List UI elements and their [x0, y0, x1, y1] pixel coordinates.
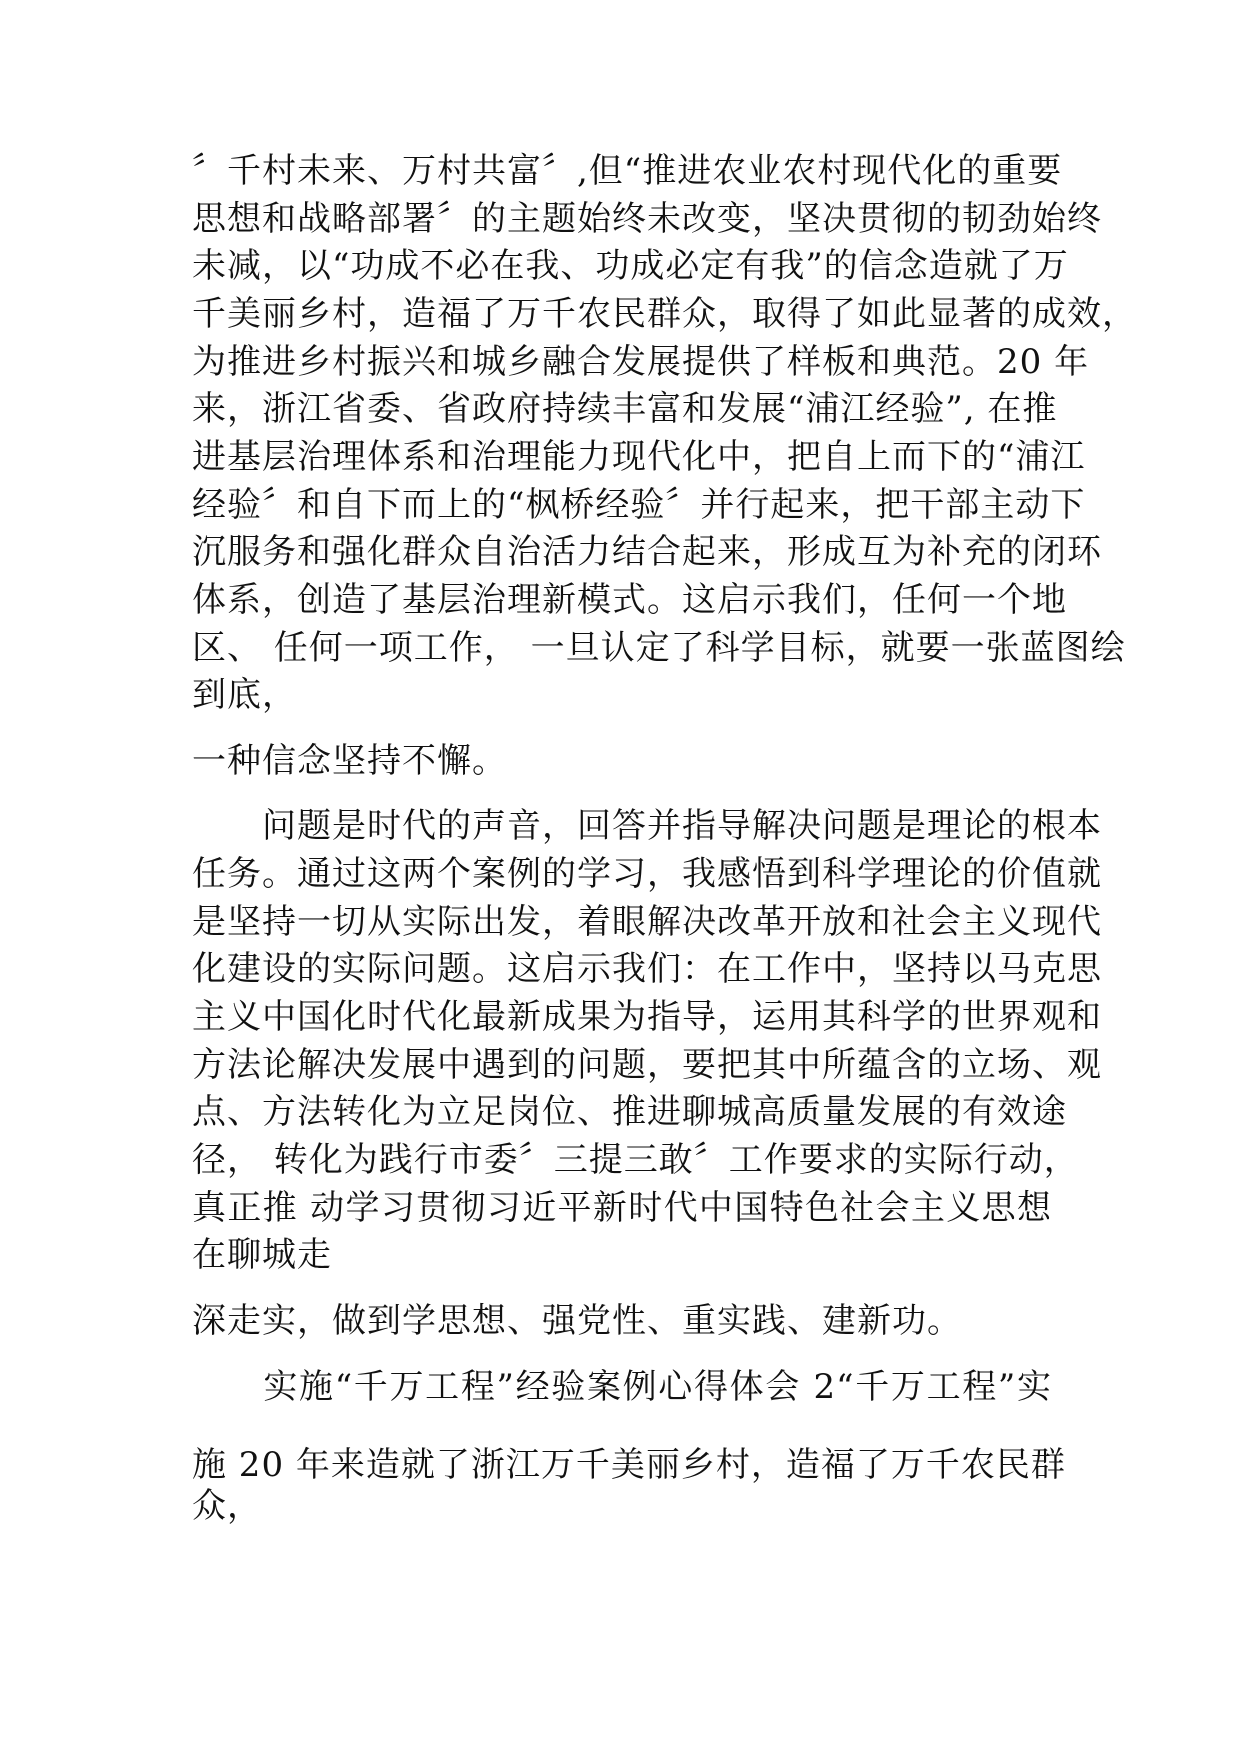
text-line: 经验〞和自下而上的“枫桥经验〞并行起来，把干部主动下 — [192, 485, 1086, 525]
text-line: 〞千村未来、万村共富〞,但“推进农业农村现代化的重要 — [192, 151, 1063, 191]
text-line: 深走实，做到学思想、强党性、重实践、建新功。 — [192, 1301, 962, 1341]
text-line: 一种信念坚持不懈。 — [192, 741, 507, 781]
text-line: 进基层治理体系和治理能力现代化中，把自上而下的“浦江 — [192, 437, 1086, 477]
text-line: 体系，创造了基层治理新模式。这启示我们，任何一个地 — [192, 580, 1067, 620]
text-line: 到底， — [192, 675, 297, 715]
text-line: 千美丽乡村，造福了万千农民群众，取得了如此显著的成效， — [192, 294, 1137, 334]
text-line: 施 20 年来造就了浙江万千美丽乡村，造福了万千农民群 — [192, 1445, 1066, 1485]
text-line: 是坚持一切从实际出发，着眼解决改革开放和社会主义现代 — [192, 902, 1102, 942]
text-line: 来，浙江省委、省政府持续丰富和发展“浦江经验”, 在推 — [192, 389, 1058, 429]
text-line: 任务。通过这两个案例的学习，我感悟到科学理论的价值就 — [192, 854, 1102, 894]
text-line: 思想和战略部署〞的主题始终未改变，坚决贯彻的韧劲始终 — [192, 199, 1102, 239]
text-line: 方法论解决发展中遇到的问题，要把其中所蕴含的立场、观 — [192, 1045, 1102, 1085]
text-line: 化建设的实际问题。这启示我们：在工作中，坚持以马克思 — [192, 949, 1102, 989]
text-line: 众， — [192, 1486, 262, 1526]
text-line: 为推进乡村振兴和城乡融合发展提供了样板和典范。20 年 — [192, 342, 1090, 382]
text-line: 主义中国化时代化最新成果为指导，运用其科学的世界观和 — [192, 997, 1102, 1037]
text-line: 问题是时代的声音，回答并指导解决问题是理论的根本 — [192, 806, 1102, 846]
text-line: 径， 转化为践行市委〞三提三敢〞工作要求的实际行动， — [192, 1140, 1079, 1180]
text-line: 在聊城走 — [192, 1235, 332, 1275]
text-line: 实施“千万工程”经验案例心得体会 2“千万工程”实 — [192, 1367, 1052, 1407]
text-line: 真正推 动学习贯彻习近平新时代中国特色社会主义思想 — [192, 1188, 1052, 1228]
text-line: 区、 任何一项工作， 一旦认定了科学目标，就要一张蓝图绘 — [192, 628, 1126, 668]
text-line: 点、方法转化为立足岗位、推进聊城高质量发展的有效途 — [192, 1092, 1067, 1132]
text-line: 沉服务和强化群众自治活力结合起来，形成互为补充的闭环 — [192, 532, 1102, 572]
text-line: 未减，以“功成不必在我、功成必定有我”的信念造就了万 — [192, 246, 1069, 286]
